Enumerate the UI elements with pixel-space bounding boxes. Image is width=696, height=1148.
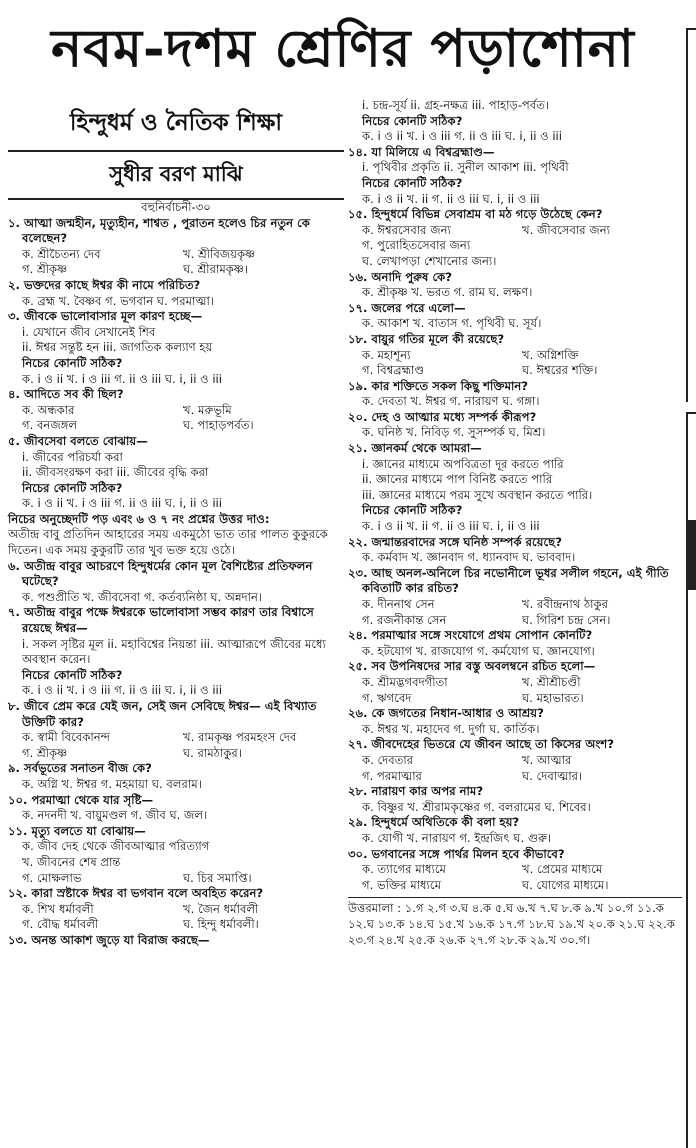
option-row (348, 753, 682, 769)
option-text: খ. প্রেমের মাধ্যমে (522, 862, 603, 877)
option-row: ক. i ও ii খ. i ও iii গ. ii ও iii ঘ. i, ii ও iii (22, 371, 222, 386)
option-row: ক. i ও ii খ. i ও iii গ. ii ও iii ঘ. i, ii ও iii (362, 129, 562, 144)
option-row: ক. ব্রহ্ম খ. বৈষ্ণব গ. ভগবান ঘ. পরমাত্মা। (22, 293, 215, 308)
option-text: ক. ঈশ্বরসেবার জন্য (362, 222, 451, 237)
option-row: ক. আকাশ খ. বাতাস গ. পৃথিবী ঘ. সূর্য। (362, 316, 542, 331)
option-text: ক. শ্রীচৈতন্য দেব (22, 246, 101, 261)
question: ১০. পরমাত্মা থেকে যার সৃষ্টি— (8, 792, 154, 807)
option-text: ক. ত্যাগের মাধ্যমে (362, 862, 446, 877)
option-row: ক. i ও ii খ. ii গ. ii ও iii ঘ. i, ii ও iii (362, 191, 540, 206)
question: ১৭. জলের পরে এলো— (348, 300, 466, 315)
option-row: i. পৃথিবীর প্রকৃতি ii. সুনীল আকাশ iii. পৃথিবী (362, 160, 569, 175)
question-stem: নিচের কোনটি সঠিক? (22, 355, 123, 370)
option-text: গ. বৌদ্ধ ধর্মাবলী (22, 917, 99, 932)
option-row (8, 902, 344, 918)
question: ১২. কারা স্রষ্টাকে ঈশ্বর বা ভগবান বলে অবহিত করেন? (8, 886, 264, 901)
option-row (348, 878, 682, 894)
question: ২১. জ্ঞানকর্ম থেকে আমরা— (348, 441, 482, 456)
right-question-list (348, 98, 682, 893)
option-row: ক. i ও ii খ. i ও iii গ. ii ও iii ঘ. i, ii ও iii (22, 496, 222, 511)
option-text: গ. ভক্তির মাধ্যমে (362, 877, 442, 892)
option-row: iii. জ্ঞানের মাধ্যমে পরম সুখে অবস্থান করতে পারি। (362, 487, 593, 502)
option-row (348, 613, 682, 629)
option-row: ক. দেবতা খ. ঈশ্বর গ. নারায়ণ ঘ. গঙ্গা। (362, 394, 540, 409)
option-row: ক. শ্রীকৃষ্ণ খ. ভরত গ. রাম ঘ. লক্ষণ। (362, 285, 533, 300)
adjacent-column-border-top (686, 28, 696, 402)
question: ২৫. সব উপনিষদের সার বস্তু অবলম্বনে রচিত হলো— (348, 659, 596, 674)
option-row: ii. ঈশ্বর সন্তুষ্ট হন iii. জাগতিক কল্যাণ হয় (22, 340, 213, 355)
option-text: ক. শ্রীমদ্ভগবদগীতা (362, 674, 448, 689)
option-row (8, 247, 344, 263)
question: ১৯. কার শক্তিতে সকল কিছু শক্তিমান? (348, 378, 529, 393)
left-column (8, 98, 344, 1142)
left-question-list (8, 200, 344, 949)
option-text: খ. রামকৃষ্ণ পরমহংস দেব (183, 730, 297, 745)
question: ৯. সর্বভূতের সনাতন বীজ কে? (8, 761, 152, 776)
option-row (8, 871, 344, 887)
question: ২. ভক্তদের কাছে ঈশ্বর কী নামে পরিচিত? (8, 277, 201, 292)
question-stem: নিচের কোনটি সঠিক? (362, 113, 463, 128)
option-text: খ. জীবসেবার জন্য (522, 222, 610, 237)
option-row (348, 348, 682, 364)
option-row (348, 223, 682, 239)
question: ২৭. জীবদেহের ভিতরে যে জীবন আছে তা কিসের অংশ? (348, 737, 614, 752)
option-row: ক. হটযোগ খ. রাজযোগ গ. কর্মযোগ ঘ. জ্ঞানযোগ। (362, 643, 595, 658)
option-text: গ. শ্রীকৃষ্ণ (22, 262, 68, 277)
option-text: ক. শিখ ধর্মাবলী (22, 901, 94, 916)
option-text: গ. ঋগবেদ (362, 690, 412, 705)
option-row: i. জীবের পরিচর্যা করা (22, 449, 123, 464)
option-row (8, 403, 344, 419)
option-text: গ. মোক্ষলাভ (22, 870, 82, 885)
option-row (8, 917, 344, 933)
option-text: গ. রজনীকান্ত সেন (362, 612, 447, 627)
question: ২০. দেহ ও আত্মার মধ্যে সম্পর্ক কীরূপ? (348, 409, 537, 424)
option-row: i. যেখানে জীব সেখানেই শিব (22, 324, 156, 339)
option-text: ক. স্বামী বিবেকানন্দ (22, 730, 110, 745)
option-text: ঘ. চির সমাপ্তি। (183, 870, 252, 885)
option-row: ঘ. লেখাপড়া শেখানোর জন্য। (362, 253, 497, 268)
answer-key: উত্তরমালা : ১.গ ২.গ ৩.ঘ ৪.ক ৫.ঘ ৬.খ ৭.ঘ ৮.ক ৯.খ ১০.গ ১১.ক ১২.ঘ ১৩.ক ১৪.ঘ ১৫.খ ১৬.ক ১৭.গ ১৮.ঘ ১৯.খ ২০.ক ২১.ঘ ২২.ক ২৩.গ ২৪.খ ২৫.ক ২৬.ক ২৭.গ ২৮.ক ২৯.খ ৩০.গ। (348, 897, 682, 948)
option-text: ঘ. গিরিশ চন্দ্র সেন। (522, 612, 611, 627)
option-text: খ. অগ্নিশক্তি (522, 347, 579, 362)
option-row (8, 746, 344, 762)
option-row: ক. কর্মবাদ খ. জ্ঞানবাদ গ. ধ্যানবাদ ঘ. ভাববাদ। (362, 550, 576, 565)
option-row: i. জ্ঞানের মাধ্যমে অপবিত্রতা দূর করতে পারি (362, 456, 564, 471)
option-row (348, 675, 682, 691)
question: ৩০. ভগবানের সঙ্গে পার্থর মিলন হবে কীভাবে? (348, 846, 565, 861)
question: ১৪. যা মিলিয়ে এ বিশ্বব্রহ্মাণ্ড— (348, 144, 495, 159)
option-text: গ. বিশ্বব্রহ্মাণ্ড (362, 363, 425, 378)
question-stem: নিচের কোনটি সঠিক? (22, 667, 123, 682)
option-text: খ. জৈন ধর্মাবলী (183, 901, 259, 916)
option-text: ঘ. মহাভারত। (522, 690, 584, 705)
adjacent-column-mark (688, 520, 696, 590)
option-row: ক. i ও ii খ. i ও iii গ. ii ও iii ঘ. i, ii ও iii (22, 683, 222, 698)
option-row: i. সকল সৃষ্টির মূল ii. মহাবিশ্বের নিয়ন্তা iii. আত্মারূপে জীবের মধ্যে অবস্থান করেন। (22, 636, 326, 667)
option-row: ক. ঘনিষ্ঠ খ. নিবিড় গ. সুসম্পর্ক ঘ. মিশ্র। (362, 425, 546, 440)
question: ৫. জীবসেবা বলতে বোঝায়— (8, 433, 148, 448)
passage: নিচের অনুচ্ছেদটি পড় এবং ৬ ও ৭ নং প্রশ্নের উত্তর দাও: (8, 511, 270, 526)
option-row: ক. নদনদী খ. বায়ুমণ্ডল গ. জীব ঘ. জল। (22, 808, 208, 823)
option-row: ক. ঈশ্বর খ. মহাদেব গ. দুর্গা ঘ. কার্তিক। (362, 721, 540, 736)
question: ৬. অতীন্দ্র বাবুর আচরণে হিন্দুধর্মের কোন মূল বৈশিষ্ট্যের প্রতিফলন ঘটেছে? (8, 558, 313, 589)
option-row (8, 262, 344, 278)
option-row: ক. বিষ্ণুর খ. শ্রীরামকৃষ্ণের গ. বলরামের ঘ. শিবের। (362, 799, 591, 814)
subject-title: হিন্দুধর্ম ও নৈতিক শিক্ষা (69, 109, 283, 136)
option-row: খ. জীবনের শেষ প্রান্ত (22, 854, 121, 869)
option-text: খ. আত্মার (522, 752, 572, 767)
option-row (8, 418, 344, 434)
option-row (348, 597, 682, 613)
option-row (348, 862, 682, 878)
right-column (348, 98, 682, 1142)
option-row (348, 363, 682, 379)
question-stem: নিচের কোনটি সঠিক? (362, 503, 463, 518)
question: ১৩. অনন্ত আকাশ জুড়ে যা বিরাজ করছে— (8, 932, 210, 947)
question-stem: নিচের কোনটি সঠিক? (362, 175, 463, 190)
option-text: ঘ. শ্রীরামকৃষ্ণ। (183, 262, 249, 277)
option-text: ক. দীননাথ সেন (362, 597, 435, 611)
question-stem: নিচের কোনটি সঠিক? (22, 480, 123, 495)
option-row: ক. যোগী খ. নারায়ণ গ. ইন্দ্রজিৎ ঘ. গুরু। (362, 830, 552, 845)
option-row: i. চন্দ্র-সূর্য ii. গ্রহ-নক্ষত্র iii. পাহাড়-পর্বত। (362, 98, 550, 112)
option-row: ii. জ্ঞানের মাধ্যমে পাপ বিনিষ্ট করতে পারি (362, 472, 553, 487)
question: ১৮. বায়ুর গতির মূলে কী রয়েছে? (348, 331, 505, 346)
option-text: খ. মরুভূমি (183, 402, 232, 417)
author-name: সুধীর বরণ মাঝি (109, 162, 243, 186)
option-text: ক. অন্ধকার (22, 402, 75, 417)
section-title: বহুনির্বাচনী-৩০ (141, 200, 211, 214)
option-text: খ. শ্রীশ্রীচণ্ডী (522, 674, 581, 689)
option-text: গ. শ্রীকৃষ্ণ (22, 745, 68, 760)
question: ৮. জীবে প্রেম করে যেই জন, সেই জন সেবিছে ঈশ্বর— এই বিখ্যাত উক্তিটি কার? (8, 699, 317, 729)
option-text: ঘ. হিন্দু ধর্মাবলী। (183, 917, 259, 932)
option-row: ক. জীব দেহ থেকে জীবআত্মার পরিত্যাগ (22, 839, 210, 854)
masthead-title: নবম-দশম শ্রেণির পড়াশোনা (51, 18, 635, 79)
option-text: গ. পরমাত্মার (362, 768, 422, 783)
question: ১৬. অনাদি পুরুষ কে? (348, 269, 453, 284)
passage: অতীন্দ্র বাবু প্রতিদিন আহারের সময় একমুঠো ভাত তার পালত কুকুরকে দিতেন। এক সময় কুকুরটি তার খুব ভক্ত হয়ে ওঠে। (8, 527, 328, 558)
option-text: গ. বনজঙ্গল (22, 418, 78, 433)
question: ১৫. হিন্দুধর্মে বিভিন্ন সেবাশ্রম বা মঠ গড়ে উঠেছে কেন? (348, 207, 603, 222)
question: ১. আত্মা জন্মহীন, মৃত্যুহীন, শাশ্বত , পুরাতন হলেও চির নতুন কে বলেছেন? (8, 215, 310, 246)
option-row: ক. অগ্নি খ. ঈশ্বর গ. মহমায়া ঘ. বলরাম। (22, 776, 202, 791)
option-row: ii. জীবসংরক্ষণ করা iii. জীবের বৃদ্ধি করা (22, 465, 209, 480)
question: ৪. আদিতে সব কী ছিল? (8, 387, 124, 402)
option-text: ঘ. রামঠাকুর। (183, 745, 242, 760)
question: ২৬. কে জগতের নিধান-আধার ও আশ্রয়? (348, 706, 544, 721)
option-row (348, 769, 682, 785)
option-row: ক. i ও ii খ. ii গ. ii ও iii ঘ. i, ii ও iii (362, 519, 540, 534)
question: ১১. মৃত্যু বলতে যা বোঝায়— (8, 823, 146, 838)
question: ২৩. আছ অনল-অনিলে চির নভোনীলে ভূধর সলীল গহনে, এই গীতি কবিতাটি কার রচিত? (348, 565, 669, 596)
option-text: ক. মহাশূন্য (362, 347, 411, 362)
option-text: খ. রবীন্দ্রনাথ ঠাকুর (522, 597, 609, 611)
question: ৩. জীবকে ভালোবাসার মূল কারণ হচ্ছে— (8, 309, 203, 324)
question: ২৪. পরমাত্মার সঙ্গে সংযোগে প্রথম সোপান কোনটি? (348, 628, 593, 643)
option-row (8, 730, 344, 746)
question: ২২. জন্মান্তরবাদের সঙ্গে ঘনিষ্ঠ সম্পর্ক রয়েছে? (348, 534, 562, 549)
question: ২৮. নারায়ণ কার অপর নাম? (348, 784, 484, 799)
option-text: ঘ. পাহাড়পর্বত। (183, 418, 254, 433)
option-text: ঘ. ঈশ্বরের শক্তি। (522, 363, 598, 378)
question: ২৯. হিন্দুধর্মে অথিতিকে কী বলা হয়? (348, 815, 520, 830)
option-text: ঘ. দেবাত্মার। (522, 768, 583, 783)
option-row: ক. পশুপ্রীতি খ. জীবসেবা গ. কর্তব্যনিষ্ঠা ঘ. অন্নদান। (22, 589, 263, 604)
option-text: খ. শ্রীবিজয়কৃষ্ণ (183, 246, 256, 261)
option-row: গ. পুরোহিতসেবার জন্য (362, 238, 471, 253)
option-text: ক. দেবতার (362, 752, 414, 767)
option-row (348, 691, 682, 707)
option-text: ঘ. যোগের মাধ্যমে। (522, 877, 609, 892)
question: ৭. অতীন্দ্র বাবুর পক্ষে ঈশ্বরকে ভালোবাসা সম্ভব কারণ তার বিশ্বাসে রয়েছে ঈশ্বর— (8, 605, 314, 636)
